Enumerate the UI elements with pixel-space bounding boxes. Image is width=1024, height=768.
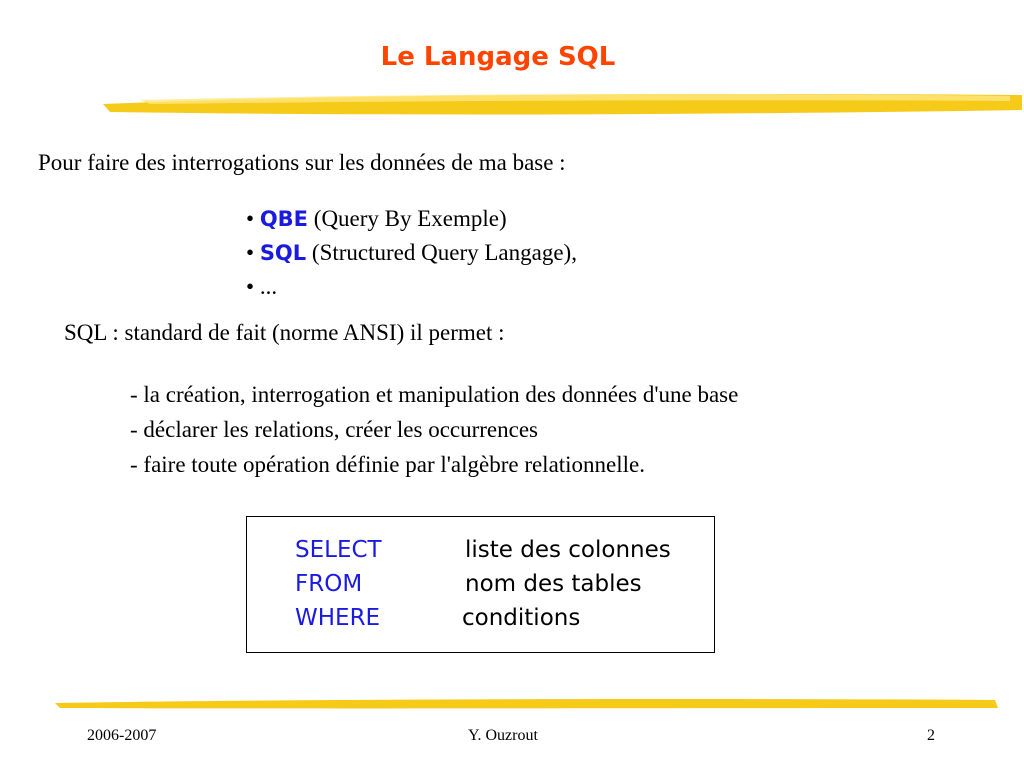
sql-syntax-box	[246, 516, 715, 653]
bullet-keyword: SQL	[259, 241, 307, 265]
bullet-marker: •	[246, 206, 255, 231]
sql-keyword: SELECT	[295, 537, 382, 563]
list-item: - la création, interrogation et manipulation des données d'une base	[130, 382, 739, 407]
bullet-text: (Structured Query Langage),	[306, 240, 577, 265]
sql-keyword: WHERE	[295, 605, 381, 631]
slide-title: Le Langage SQL	[380, 42, 616, 72]
bullet-text: ...	[254, 274, 278, 299]
footer-year: 2006-2007	[87, 727, 157, 744]
bullet-text: (Query By Exemple)	[308, 206, 507, 231]
intro-text: Pour faire des interrogations sur les données de ma base :	[38, 150, 566, 175]
list-item: - déclarer les relations, créer les occurrences	[130, 417, 539, 442]
list-item	[246, 202, 577, 236]
bullet-keyword: QBE	[259, 207, 309, 231]
bottom-brush-stroke	[55, 699, 998, 708]
bullet-marker: •	[246, 240, 255, 265]
bullet-marker: •	[246, 274, 255, 299]
list-item: - faire toute opération définie par l'algèbre relationnelle.	[130, 452, 646, 477]
query-language-list	[246, 202, 577, 304]
sql-value: nom des tables	[465, 571, 642, 597]
list-item	[246, 236, 577, 270]
capabilities-list	[130, 377, 738, 482]
footer-page-number: 2	[927, 727, 935, 744]
sql-value: liste des colonnes	[465, 537, 671, 563]
sql-standard-text: SQL : standard de fait (norme ANSI) il permet :	[64, 320, 505, 345]
footer-author: Y. Ouzrout	[468, 727, 538, 744]
sql-keyword: FROM	[295, 571, 363, 597]
sql-value: conditions	[462, 605, 581, 631]
list-item	[246, 270, 577, 304]
